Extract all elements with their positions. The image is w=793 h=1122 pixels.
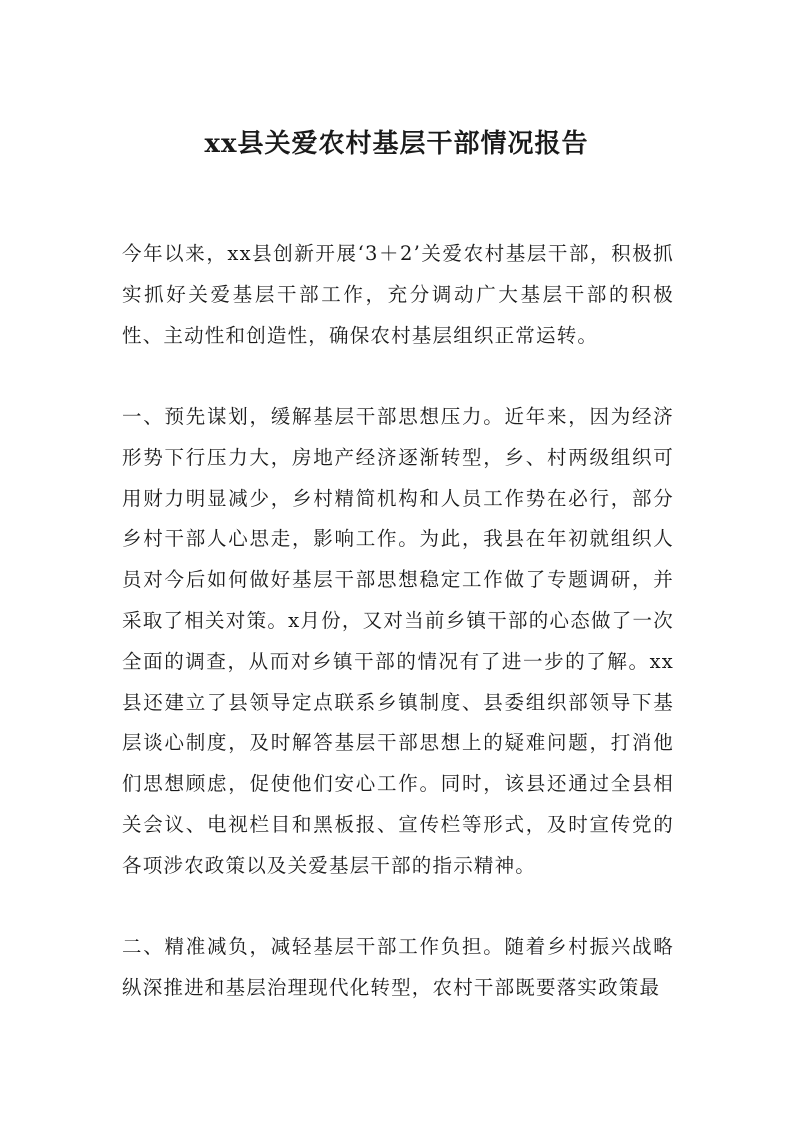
document-title: xx县关爱农村基层干部情况报告 bbox=[204, 129, 589, 159]
paragraph-intro: 今年以来，xx县创新开展‘3＋2’关爱农村基层干部，积极抓实抓好关爱基层干部工作，充分调动广大基层干部的积极性、主动性和创造性，确保农村基层组织正常运转。 bbox=[122, 242, 674, 347]
paragraph-section-1: 一、预先谋划，缓解基层干部思想压力。近年来，因为经济形势下行压力大，房地产经济逐渐转型，乡、村两级组织可用财力明显减少，乡村精简机构和人员工作势在必行，部分乡村干部人心思走，影响工作。为此，我县在年初就组织人员对今后如何做好基层干部思想稳定工作做了专题调研，并采取了相关对策。x月份，又对当前乡镇干部的心态做了一次全面的调查，从而对乡镇干部的情况有了进一步的了解。xx县还建立了县领导定点联系乡镇制度、县委组织部领导下基层谈心制度，及时解答基层干部思想上的疑难问题，打消他们思想顾虑，促使他们安心工作。同时，该县还通过全县相关会议、电视栏目和黑板报、宣传栏等形式，及时宣传党的各项涉农政策以及关爱基层干部的指示精神。 bbox=[122, 405, 674, 877]
paragraph-section-2: 二、精准减负，减轻基层干部工作负担。随着乡村振兴战略纵深推进和基层治理现代化转型，农村干部既要落实政策最 bbox=[122, 935, 674, 999]
